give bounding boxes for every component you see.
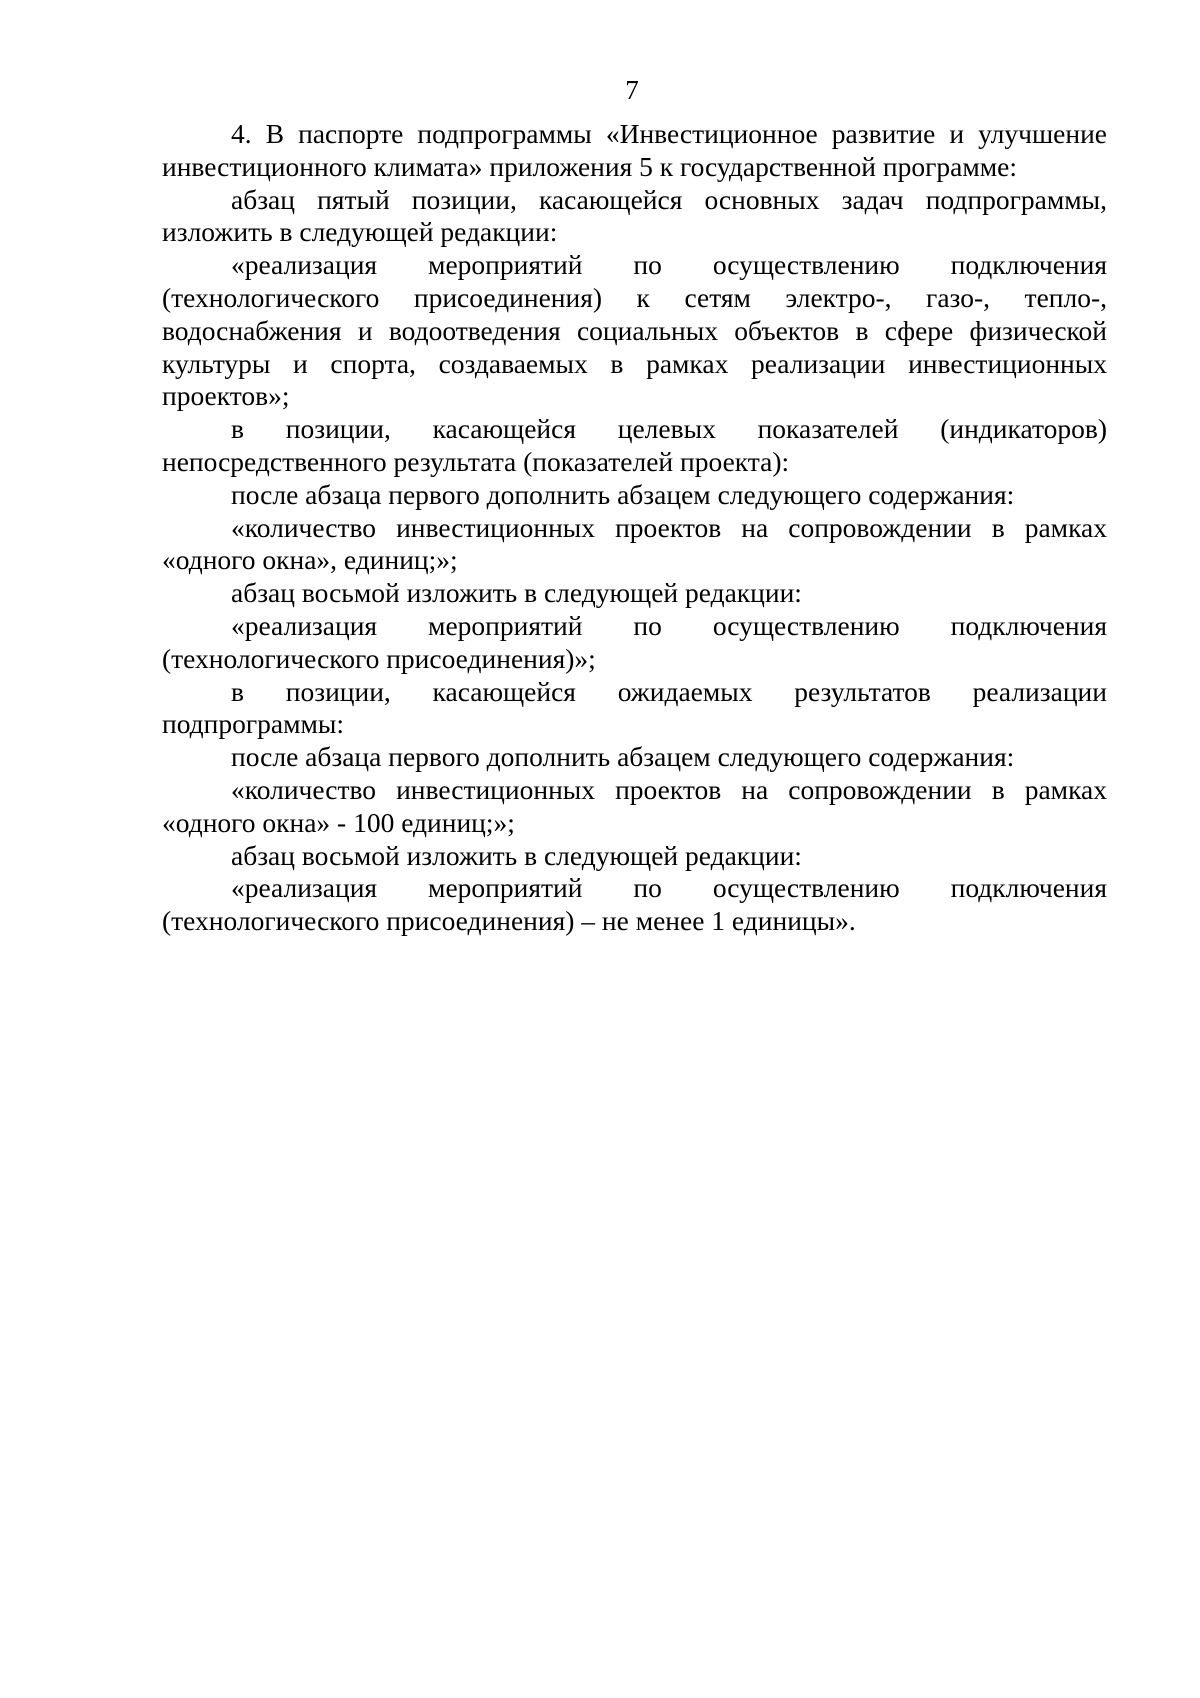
paragraph-results-position: в позиции, касающейся ожидаемых результатов реализации подпрограммы: bbox=[162, 675, 1107, 740]
paragraph-indicators-add-instruction: после абзаца первого дополнить абзацем следующего содержания: bbox=[231, 478, 1015, 510]
document-body bbox=[162, 118, 1107, 938]
paragraph-results-added-text: «количество инвестиционных проектов на сопровождении в рамках «одного окна» - 100 единиц;»; bbox=[162, 773, 1107, 838]
paragraph-tasks-new-text: «реализация мероприятий по осуществлению подключения (технологического присоединения) к сетям электро-, газо-, тепло-, водоснабжения и водоотведения социальных объектов в сфере физической культуры и спорта, создаваемых в рамках реализации инвестиционных проектов»; bbox=[162, 249, 1107, 412]
paragraph-results-eighth-instruction: абзац восьмой изложить в следующей редакции: bbox=[231, 839, 802, 871]
paragraph-results-eighth-text: «реализация мероприятий по осуществлению подключения (технологического присоединения) – не менее 1 единицы». bbox=[162, 872, 1107, 937]
paragraph-indicators-position: в позиции, касающейся целевых показателей (индикаторов) непосредственного результата (показателей проекта): bbox=[162, 413, 1107, 477]
page-number: 7 bbox=[625, 75, 639, 105]
paragraph-item-4-heading: 4. В паспорте подпрограммы «Инвестиционное развитие и улучшение инвестиционного климата» приложения 5 к государственной программе: bbox=[162, 118, 1107, 182]
paragraph-indicators-eighth-text: «реализация мероприятий по осуществлению подключения (технологического присоединения)»; bbox=[162, 609, 1107, 674]
paragraph-tasks-instruction: абзац пятый позиции, касающейся основных задач подпрограммы, изложить в следующей редакции: bbox=[162, 183, 1107, 248]
paragraph-indicators-added-text: «количество инвестиционных проектов на сопровождении в рамках «одного окна», единиц;»; bbox=[162, 511, 1107, 576]
paragraph-indicators-eighth-instruction: абзац восьмой изложить в следующей редакции: bbox=[231, 577, 802, 609]
paragraph-results-add-instruction: после абзаца первого дополнить абзацем следующего содержания: bbox=[231, 741, 1015, 773]
